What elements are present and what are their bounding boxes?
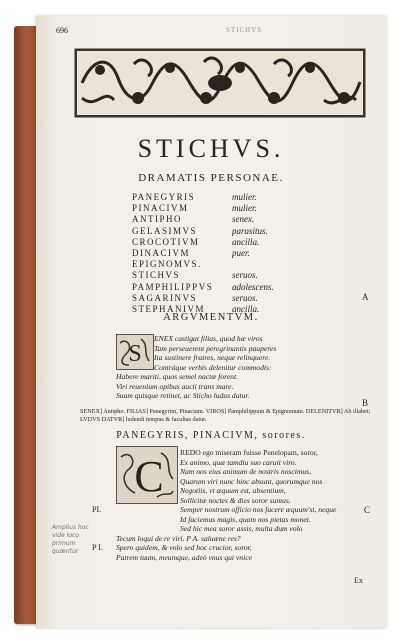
margin-letter-b: B bbox=[362, 398, 369, 408]
cast-name: SAGARINVS bbox=[132, 292, 198, 303]
margin-letter-c: C bbox=[364, 505, 371, 515]
scene-note: SENEX] Antipho. FILIAS] Panegyrim, Pinacium. VIROS] Pamphilippum & Epignomum. DELENITVR] Ab illabet; bbox=[80, 408, 371, 415]
cast-role: parasitus. bbox=[232, 225, 268, 236]
dropcap-s bbox=[116, 334, 154, 370]
svg-text:S: S bbox=[128, 341, 142, 367]
handwritten-annotation: Amplius hoc vide loco primum quæritur bbox=[52, 524, 89, 555]
cast-row bbox=[132, 282, 274, 293]
cast-name: STICHVS bbox=[132, 270, 181, 281]
cast-row bbox=[132, 293, 274, 304]
dramatis-heading: DRAMATIS PERSONAE. bbox=[138, 172, 284, 184]
speaker-label: PI. bbox=[92, 505, 102, 514]
argument-line: Contráque verbis delenitur commodis: bbox=[154, 362, 272, 372]
cast-name: STEPHANIVM bbox=[132, 303, 206, 314]
cast-name: PAMPHILIPPVS bbox=[132, 281, 214, 292]
speaker-label: P I. bbox=[92, 543, 103, 552]
dropcap-c bbox=[116, 446, 178, 504]
scene-heading: PANEGYRIS, PINACIVM, sorores. bbox=[116, 430, 306, 441]
cast-name: GELASIMVS bbox=[132, 225, 198, 236]
cast-row bbox=[132, 237, 274, 248]
cast-row bbox=[132, 226, 274, 237]
book-page bbox=[36, 16, 386, 628]
argument-line: Viri reuenium opibus aucti trans mare. bbox=[116, 381, 234, 391]
cast-role: ancilla. bbox=[232, 303, 260, 314]
cast-name: ANTIPHO bbox=[132, 214, 182, 225]
cast-role: ancilla. bbox=[232, 236, 260, 247]
cast-row bbox=[132, 270, 274, 281]
cast-role: puer. bbox=[232, 247, 250, 258]
argument-line: Ita sustinere fratres, neque relinquere. bbox=[154, 353, 271, 362]
scene-line: REDO ego miseram fuisse Penelopam, soror, bbox=[180, 448, 318, 457]
play-title: STICHVS. bbox=[137, 134, 285, 163]
cast-role: adolescens. bbox=[232, 281, 274, 292]
cast-role: seruos. bbox=[232, 292, 258, 303]
scene-line: Sollicitæ noctes & dies soror sumus. bbox=[180, 495, 291, 505]
cast-row bbox=[132, 214, 274, 225]
cast-role: mulier. bbox=[232, 192, 257, 202]
scene-line: Patrem tuum, meumque, adeò vnus qui vnice bbox=[116, 552, 252, 562]
argument-heading: ARGVMENTVM. bbox=[163, 312, 259, 323]
cast-role: senex. bbox=[232, 214, 255, 225]
scene-line: Sed hic mea soror assis, multa dum volo bbox=[180, 524, 303, 533]
scene-line: Nam nos eius animum de nostris noscimus, bbox=[180, 467, 311, 476]
cast-role: mulier. bbox=[232, 203, 257, 214]
scene-line: Semper nostrum officio nos facere æquum'st, neque bbox=[180, 505, 337, 514]
book bbox=[14, 16, 386, 628]
cast-name: CROCOTIVM bbox=[132, 236, 200, 247]
margin-letter-a: A bbox=[362, 292, 369, 302]
cast-row bbox=[132, 203, 274, 214]
argument-line: ENEX castigat filias, quod hæ viros bbox=[154, 334, 263, 343]
scene-line: Negotiis, vt æquum est, absentium, bbox=[180, 486, 286, 495]
cast-name: PINACIVM bbox=[132, 203, 189, 214]
scene-line: Quarum viri nunc hinc absunt, quorumque nos bbox=[180, 476, 323, 486]
page-number: 696 bbox=[56, 26, 68, 35]
cast-row bbox=[132, 248, 274, 259]
cast-name: PANEGYRIS bbox=[132, 192, 196, 202]
headpiece-ornament bbox=[74, 48, 366, 118]
catchword: Ex bbox=[354, 576, 363, 585]
cast-name: DINACIVM bbox=[132, 247, 190, 258]
scene-note: LVDVS DATVR] ludendi tempus & facultas datur. bbox=[80, 415, 207, 423]
running-head: STICHVS bbox=[226, 26, 263, 34]
svg-text:C: C bbox=[134, 452, 164, 501]
argument-line: Tam perseuerent peregrinantis pauperes bbox=[154, 343, 277, 353]
argument-line: Habere mariti, quos semel nactæ forent. bbox=[116, 372, 238, 381]
scene-line: Id faciemus magis, quam nos pietas monet. bbox=[180, 514, 311, 524]
scene-line: Spero quidem, & volo sed hoc crucior, soror, bbox=[116, 543, 252, 552]
cast-name: EPIGNOMVS. bbox=[132, 259, 202, 270]
cast-row bbox=[132, 259, 274, 270]
scene-line: Tecum loqui de re viri. P A. saluæne res? bbox=[116, 533, 241, 543]
argument-line: Suam quisque retinet, ac Sticho ludus datur. bbox=[116, 391, 250, 400]
cast-list bbox=[132, 192, 274, 315]
scene-line: Ex animo, quæ tamdiu suo caruit viro. bbox=[180, 457, 297, 467]
cast-role: seruos. bbox=[232, 270, 258, 281]
cast-row bbox=[132, 192, 274, 203]
